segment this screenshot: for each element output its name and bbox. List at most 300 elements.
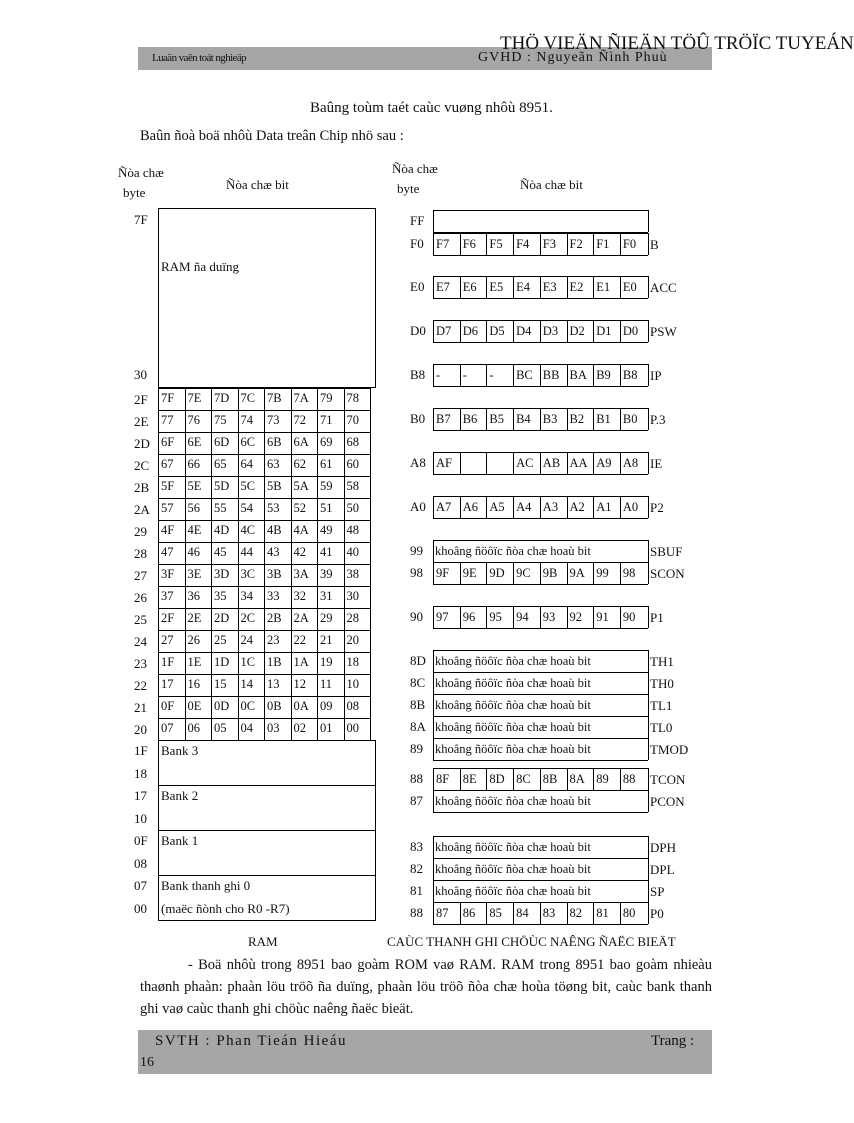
grid-line (433, 233, 434, 255)
grid-line (567, 408, 568, 430)
bit-cell: 77 (161, 413, 174, 427)
sfr-bit-cell: 95 (489, 610, 502, 624)
bit-cell: 0A (293, 699, 309, 713)
bit-cell: 10 (346, 677, 359, 691)
grid-line (370, 388, 371, 740)
sfr-bit-cell: 80 (622, 906, 636, 920)
bit-cell: 72 (293, 413, 306, 427)
sfr-bit-cell: 89 (596, 772, 609, 786)
sfr-bit-cell: B9 (596, 368, 611, 382)
sfr-register-name: PCON (650, 794, 685, 809)
grid-line (513, 364, 514, 386)
grid-line (620, 452, 621, 474)
sfr-bit-cell: F7 (436, 237, 450, 251)
sfr-byte-address: 88 (410, 771, 423, 786)
sfr-register-name: TMOD (650, 742, 689, 757)
grid-line (648, 276, 649, 298)
grid-line (593, 320, 594, 342)
sfr-bit-cell: 9D (489, 566, 505, 580)
bit-cell: 7E (187, 391, 202, 405)
grid-line (620, 233, 621, 255)
bit-cell: 7B (267, 391, 282, 405)
bit-cell: 34 (240, 589, 253, 603)
grid-line (620, 408, 621, 430)
bit-cell: 61 (320, 457, 333, 471)
grid-line (567, 320, 568, 342)
bit-cell: 58 (346, 479, 359, 493)
grid-line (460, 496, 461, 518)
bit-cell: 14 (240, 677, 253, 691)
sfr-byte-address: 88 (410, 905, 423, 920)
grid-line (158, 630, 370, 631)
byte-address: 27 (134, 568, 147, 583)
grid-line (433, 474, 648, 475)
sfr-byte-address: 98 (410, 565, 423, 580)
grid-line (648, 836, 649, 858)
sfr-bit-cell: F6 (462, 237, 476, 251)
bit-cell: 27 (161, 633, 174, 647)
grid-line (433, 584, 648, 585)
bit-cell: 62 (293, 457, 306, 471)
bit-cell: 47 (161, 545, 174, 559)
sfr-register-name: PSW (650, 324, 677, 339)
sfr-bit-cell: D2 (569, 324, 585, 338)
grid-line (648, 606, 649, 628)
bit-cell: 44 (240, 545, 253, 559)
sfr-bit-cell: AF (436, 456, 452, 470)
grid-line (486, 768, 487, 790)
sfr-bit-cell: 8B (542, 772, 558, 786)
bit-cell: 2E (187, 611, 202, 625)
sfr-note: khoâng ñöôïc ñòa chæ hoaù bit (435, 544, 591, 558)
sfr-bit-cell: F5 (489, 237, 503, 251)
sfr-register-name: SBUF (650, 544, 683, 559)
sfr-note: khoâng ñöôïc ñòa chæ hoaù bit (435, 884, 591, 898)
sfr-bit-cell: D5 (489, 324, 505, 338)
grid-line (648, 858, 649, 880)
byte-address: 2B (134, 480, 150, 495)
sfr-bit-cell: A2 (569, 500, 585, 514)
bit-cell: 4A (293, 523, 309, 537)
sfr-bit-cell: 83 (542, 906, 556, 920)
grid-line (540, 320, 541, 342)
bit-cell: 2A (293, 611, 309, 625)
sfr-byte-address: 8A (410, 719, 426, 734)
bit-cell: 30 (346, 589, 359, 603)
grid-line (593, 364, 594, 386)
sfr-bit-cell: F3 (542, 237, 556, 251)
sfr-byte-address: 8B (410, 697, 426, 712)
sfr-bit-cell: 99 (596, 566, 609, 580)
grid-line (620, 364, 621, 386)
grid-line (540, 606, 541, 628)
sfr-bit-cell: 8F (436, 772, 450, 786)
bit-cell: 2D (214, 611, 230, 625)
bit-cell: 20 (346, 633, 359, 647)
grid-line (593, 408, 594, 430)
bit-cell: 0E (187, 699, 202, 713)
bit-cell: 7F (161, 391, 175, 405)
bit-cell: 52 (293, 501, 306, 515)
grid-line (513, 233, 514, 255)
grid-line (433, 320, 434, 342)
grid-line (593, 452, 594, 474)
bit-cell: 39 (320, 567, 333, 581)
sfr-bit-cell: 84 (516, 906, 529, 920)
grid-line (158, 410, 370, 411)
grid-line (567, 364, 568, 386)
bit-cell: 4B (267, 523, 282, 537)
bit-cell: 0B (267, 699, 282, 713)
sfr-bit-cell: A9 (596, 456, 612, 470)
grid-line (460, 768, 461, 790)
bit-cell: 25 (214, 633, 227, 647)
bit-cell: 51 (320, 501, 333, 515)
sfr-bit-cell: 96 (462, 610, 476, 624)
bit-cell: 5A (293, 479, 309, 493)
grid-line (433, 924, 648, 925)
sfr-bit-cell: D6 (462, 324, 478, 338)
grid-line (486, 276, 487, 298)
sfr-bit-cell: E6 (462, 280, 477, 294)
sfr-register-name: TCON (650, 772, 686, 787)
bit-cell: 6C (240, 435, 256, 449)
grid-line (460, 452, 461, 474)
sfr-bit-cell: 81 (596, 906, 609, 920)
grid-line (540, 452, 541, 474)
bit-cell: 15 (214, 677, 227, 691)
grid-line (648, 452, 649, 474)
bit-cell: 11 (320, 677, 333, 691)
byte-address: 21 (134, 700, 147, 715)
header-library-watermark: THÖ VIEÄN ÑIEÄN TÖÛ TRÖÏC TUYEÁN (500, 33, 854, 54)
intro-text: Baûn ñoà boä nhôù Data treân Chip nhö sau : (140, 128, 404, 144)
sfr-byte-address: 90 (410, 609, 423, 624)
general-ram-label: RAM ña duïng (161, 259, 239, 274)
grid-line (433, 518, 648, 519)
bit-cell: 38 (346, 567, 359, 581)
bit-cell: 59 (320, 479, 333, 493)
grid-line (486, 606, 487, 628)
sfr-bit-cell: BC (516, 368, 533, 382)
bit-cell: 49 (320, 523, 333, 537)
bit-cell: 64 (240, 457, 253, 471)
sfr-byte-address: 8C (410, 675, 426, 690)
bit-cell: 43 (267, 545, 280, 559)
bit-cell: 00 (346, 721, 359, 735)
sfr-bit-cell: E2 (569, 280, 584, 294)
byte-address: 2E (134, 414, 149, 429)
grid-line (433, 430, 648, 431)
sfr-bit-cell: A5 (489, 500, 505, 514)
bit-cell: 50 (346, 501, 359, 515)
grid-line (567, 496, 568, 518)
bit-cell: 3B (267, 567, 282, 581)
grid-line (486, 496, 487, 518)
sfr-bit-cell: D3 (542, 324, 559, 338)
bank-label: Bank 3 (161, 743, 199, 758)
sfr-bit-cell: B4 (516, 412, 531, 426)
grid-line (460, 902, 461, 924)
sfr-bit-cell: 9C (516, 566, 531, 580)
left-header-byte-line1: Ñòa chæ (118, 165, 164, 180)
sfr-bit-cell: - (436, 368, 441, 382)
bit-cell: 5E (187, 479, 202, 493)
sfr-byte-address: A0 (410, 499, 426, 514)
bit-cell: 68 (346, 435, 359, 449)
bit-cell: 6D (214, 435, 230, 449)
sfr-bit-cell: A8 (622, 456, 639, 470)
grid-line (433, 836, 648, 837)
bit-cell: 45 (214, 545, 227, 559)
byte-address: 28 (134, 546, 147, 561)
grid-line (486, 902, 487, 924)
sfr-note: khoâng ñöôïc ñòa chæ hoaù bit (435, 698, 591, 712)
bit-cell: 6E (187, 435, 202, 449)
grid-line (593, 496, 594, 518)
grid-line (593, 902, 594, 924)
grid-line (158, 652, 370, 653)
byte-address: 23 (134, 656, 147, 671)
sfr-bit-cell: BB (542, 368, 560, 382)
grid-line (433, 716, 648, 717)
sfr-byte-address: 81 (410, 883, 423, 898)
sfr-bit-cell: E4 (516, 280, 530, 294)
sfr-bit-cell: B8 (622, 368, 638, 382)
bit-cell: 7A (293, 391, 309, 405)
sfr-bit-cell: 92 (569, 610, 582, 624)
address-30: 30 (134, 367, 147, 382)
bit-cell: 73 (267, 413, 280, 427)
grid-line (433, 408, 434, 430)
grid-line (567, 768, 568, 790)
grid-line (433, 562, 434, 584)
grid-line (158, 564, 370, 565)
bit-cell: 0F (161, 699, 175, 713)
grid-line (648, 902, 649, 924)
sfr-bit-cell: 9F (436, 566, 450, 580)
grid-line (620, 562, 621, 584)
bit-cell: 37 (161, 589, 174, 603)
grid-line (158, 520, 370, 521)
bit-cell: 3C (240, 567, 256, 581)
grid-line (158, 388, 370, 389)
sfr-note: khoâng ñöôïc ñòa chæ hoaù bit (435, 676, 591, 690)
grid-line (158, 432, 370, 433)
sfr-register-name: TL1 (650, 698, 673, 713)
sfr-register-name: P1 (650, 610, 664, 625)
bit-cell: 13 (267, 677, 280, 691)
grid-line (460, 233, 461, 255)
grid-line (540, 902, 541, 924)
byte-address: 26 (134, 590, 147, 605)
grid-line (433, 768, 434, 790)
bit-cell: 0C (240, 699, 256, 713)
sfr-bit-cell: B3 (542, 412, 558, 426)
bit-cell: 26 (187, 633, 200, 647)
bit-cell: 24 (240, 633, 253, 647)
byte-address: 2F (134, 392, 148, 407)
grid-line (540, 408, 541, 430)
sfr-bit-cell: A6 (462, 500, 478, 514)
bank-top-address: 07 (134, 878, 147, 893)
bit-cell: 32 (293, 589, 306, 603)
bit-cell: 03 (267, 721, 280, 735)
grid-line (648, 496, 649, 518)
sfr-register-name: TH1 (650, 654, 674, 669)
sfr-note: khoâng ñöôïc ñòa chæ hoaù bit (435, 742, 591, 756)
bit-cell: 53 (267, 501, 280, 515)
sfr-bit-cell: F1 (596, 237, 610, 251)
sfr-register-name: P2 (650, 500, 664, 515)
sfr-byte-address: 8D (410, 653, 426, 668)
bit-cell: 1A (293, 655, 309, 669)
grid-line (648, 210, 649, 232)
bit-cell: 66 (187, 457, 200, 471)
bit-cell: 46 (187, 545, 200, 559)
grid-line (593, 562, 594, 584)
grid-line (567, 606, 568, 628)
footer-page-number: 16 (140, 1055, 154, 1070)
bank-bottom-address: 00 (134, 900, 147, 916)
bit-cell: 65 (214, 457, 227, 471)
grid-line (648, 320, 649, 342)
sfr-register-name: DPH (650, 840, 677, 855)
sfr-bit-cell: B1 (596, 412, 611, 426)
grid-line (433, 880, 648, 881)
bit-cell: 1B (267, 655, 282, 669)
grid-line (158, 718, 370, 719)
grid-line (433, 628, 648, 629)
bit-cell: 22 (293, 633, 306, 647)
grid-line (648, 716, 649, 738)
grid-line (433, 452, 434, 474)
sfr-register-name: TL0 (650, 720, 673, 735)
right-header-byte-line2: byte (397, 181, 420, 196)
grid-line (648, 233, 649, 255)
footer-page-label: Trang : (651, 1033, 695, 1049)
grid-line (158, 454, 370, 455)
grid-line (158, 476, 370, 477)
body-paragraph: - Boä nhôù trong 8951 bao goàm ROM vaø RAM. RAM trong 8951 bao goàm nhieàu thaønh phaàn: phaàn löu tröõ ña duïng, phaàn löu tröõ ñòa chæ hoùa töøng bit, caùc bank thanh ghi vaø caùc thanh ghi chöùc naêng ñaëc bieät. (140, 957, 712, 1017)
bit-cell: 74 (240, 413, 253, 427)
sfr-bit-cell: 98 (622, 566, 636, 580)
bit-cell: 78 (346, 391, 359, 405)
grid-line (433, 364, 434, 386)
bit-cell: 71 (320, 413, 333, 427)
sfr-register-name: TH0 (650, 676, 674, 691)
grid-line (460, 562, 461, 584)
sfr-bit-cell: F2 (569, 237, 583, 251)
grid-line (648, 364, 649, 386)
grid-line (513, 452, 514, 474)
sfr-byte-address: B0 (410, 411, 426, 426)
sfr-bit-cell: D7 (436, 324, 452, 338)
bit-cell: 02 (293, 721, 306, 735)
grid-line (648, 880, 649, 902)
right-header-byte-address (392, 159, 438, 199)
sfr-register-name: P.3 (650, 412, 666, 427)
grid-line (620, 606, 621, 628)
header-thesis-label: Luaän vaên toát nghieäp (152, 52, 247, 64)
grid-line (460, 364, 461, 386)
sfr-bit-cell: E7 (436, 280, 450, 294)
byte-address: 22 (134, 678, 147, 693)
grid-line (540, 276, 541, 298)
sfr-bit-cell: D4 (516, 324, 532, 338)
bit-cell: 2F (161, 611, 175, 625)
sfr-bit-cell: E1 (596, 280, 611, 294)
bit-cell: 28 (346, 611, 359, 625)
bit-cell: 21 (320, 633, 333, 647)
sfr-bit-cell: A1 (596, 500, 612, 514)
sfr-register-name: ACC (650, 280, 677, 295)
grid-line (158, 674, 370, 675)
bit-cell: 1C (240, 655, 256, 669)
bit-cell: 35 (214, 589, 227, 603)
sfr-bit-cell: D1 (596, 324, 612, 338)
byte-address: 29 (134, 524, 147, 539)
sfr-bit-cell: 87 (436, 906, 449, 920)
grid-line (648, 672, 649, 694)
bit-cell: 18 (346, 655, 359, 669)
grid-line (486, 452, 487, 474)
grid-line (648, 650, 649, 672)
byte-address: 20 (134, 722, 147, 737)
sfr-bit-cell: B7 (436, 412, 451, 426)
bit-cell: 3D (214, 567, 230, 581)
sfr-bit-cell: E3 (542, 280, 557, 294)
grid-line (567, 902, 568, 924)
grid-line (513, 768, 514, 790)
bank-note: (maëc ñònh cho R0 -R7) (161, 900, 290, 916)
sfr-note: khoâng ñöôïc ñòa chæ hoaù bit (435, 840, 591, 854)
bit-cell: 4C (240, 523, 256, 537)
byte-address: 2C (134, 458, 150, 473)
bank-top-address: 17 (134, 788, 147, 803)
sfr-byte-address: 89 (410, 741, 423, 756)
page-title: Baûng toùm taét caùc vuøng nhôù 8951. (310, 100, 553, 116)
bit-cell: 31 (320, 589, 333, 603)
bit-cell: 55 (214, 501, 227, 515)
sfr-bit-cell: - (489, 368, 494, 382)
grid-line (433, 342, 648, 343)
sfr-bit-cell: - (462, 368, 467, 382)
byte-address: 2D (134, 436, 150, 451)
grid-line (620, 902, 621, 924)
sfr-bit-cell: 86 (462, 906, 476, 920)
bit-cell: 67 (161, 457, 174, 471)
bit-cell: 5F (161, 479, 175, 493)
bit-cell: 05 (214, 721, 227, 735)
grid-line (486, 233, 487, 255)
grid-line (460, 276, 461, 298)
sfr-bit-cell: 91 (596, 610, 609, 624)
bank-label: Bank 1 (161, 833, 199, 848)
sfr-bit-cell: 8D (489, 772, 505, 786)
sfr-bit-cell: 8E (462, 772, 477, 786)
bit-cell: 42 (293, 545, 306, 559)
ram-caption: RAM (248, 934, 278, 949)
grid-line (540, 233, 541, 255)
grid-line (513, 562, 514, 584)
general-ram-box (158, 208, 376, 388)
grid-line (433, 386, 648, 387)
grid-line (158, 696, 370, 697)
bit-cell: 3F (161, 567, 175, 581)
sfr-byte-address: B8 (410, 367, 426, 382)
sfr-byte-address: FF (410, 213, 425, 228)
